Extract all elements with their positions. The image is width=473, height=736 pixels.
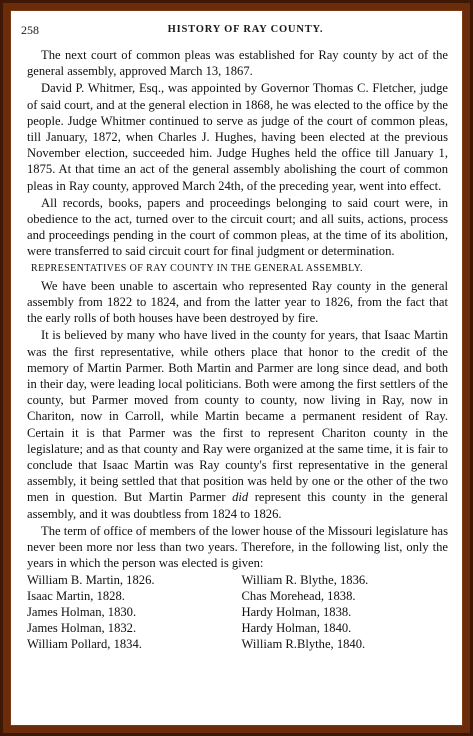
list-column-left (27, 572, 238, 653)
paragraph-court-established: The next court of common pleas was established for Ray county by act of the general assembly, approved March 13, 1867. (27, 48, 448, 79)
list-column-right (238, 572, 449, 653)
scanned-page (10, 10, 463, 726)
list-item: Isaac Martin, 1828. (27, 588, 125, 603)
list-item: William R. Blythe, 1836. (241, 572, 369, 587)
list-item: Hardy Holman, 1840. (241, 621, 352, 636)
paragraph-records: All records, books, papers and proceedings belonging to said court were, in obedience to the act, turned over to the circuit court; and all suits, actions, process and proceedings pending in the court of common pleas, at the time of its abolition, were transferred to said circuit court for final judgment or determination. (27, 195, 448, 259)
list-item: William B. Martin, 1826. (27, 572, 155, 587)
list-item: James Holman, 1832. (27, 621, 137, 636)
list-item: Hardy Holman, 1838. (241, 604, 352, 619)
page-header (21, 23, 450, 39)
list-item: William R.Blythe, 1840. (241, 637, 366, 652)
page-body (27, 47, 448, 653)
list-item: William Pollard, 1834. (27, 637, 142, 652)
emphasis-did: did (232, 490, 249, 505)
section-heading: REPRESENTATIVES OF RAY COUNTY IN THE GENERAL ASSEMBLY. (31, 262, 363, 274)
list-item: James Holman, 1830. (27, 604, 137, 619)
paragraph-believed (27, 327, 448, 521)
list-item: Chas Morehead, 1838. (241, 588, 356, 603)
paragraph-term-of-office: The term of office of members of the lower house of the Missouri legislature has never been more nor less than two years. Therefore, in the following list, only the years in which the person was elected is given: (27, 523, 448, 571)
running-title: HISTORY OF RAY COUNTY. (167, 24, 324, 35)
paragraph-unable-ascertain: We have been unable to ascertain who represented Ray county in the general assembly from 1822 to 1824, and from the latter year to 1826, from the fact that the early rolls of both houses have been destroyed by fire. (27, 278, 448, 326)
page-number: 258 (21, 23, 39, 37)
representatives-list (27, 572, 448, 653)
paragraph-believed-end: represent this county in the general assembly, and it was doubtless from 1824 to 1826. (27, 490, 449, 521)
paragraph-believed-text: It is believed by many who have lived in the county for years, that Isaac Martin was the first representative, while others place that honor to the credit of the memory of Martin Parmer. Both Martin and Parmer are long since dead, and both in their day, were leading local politicians. Both were among the first settlers of the county, but Parmer moved from county to county, now living in Ray, now in Chariton, now in Carroll, while Martin became a permanent resident of Ray. Certain it is that Parmer was the first to represent Chariton county in the legislature; and as that county and Ray were organized at the same time, it is fair to conclude that Isaac Martin was Ray county's first representative in the general assembly, it being settled that that position was held by one or the other of the two men in question. But Martin Parmer (27, 328, 448, 505)
paragraph-whitmer: David P. Whitmer, Esq., was appointed by Governor Thomas C. Fletcher, judge of said court, and at the general election in 1868, he was elected to the office by the people. Judge Whitmer continued to serve as judge of the court of common pleas, till January, 1872, when Charles J. Hughes, having been elected at the previous November election, succeeded him. Judge Hughes held the office till January 1, 1875. At that time an act of the general assembly abolishing the court of common pleas in Ray county, approved March 24th, of the preceding year, went into effect. (27, 81, 448, 193)
